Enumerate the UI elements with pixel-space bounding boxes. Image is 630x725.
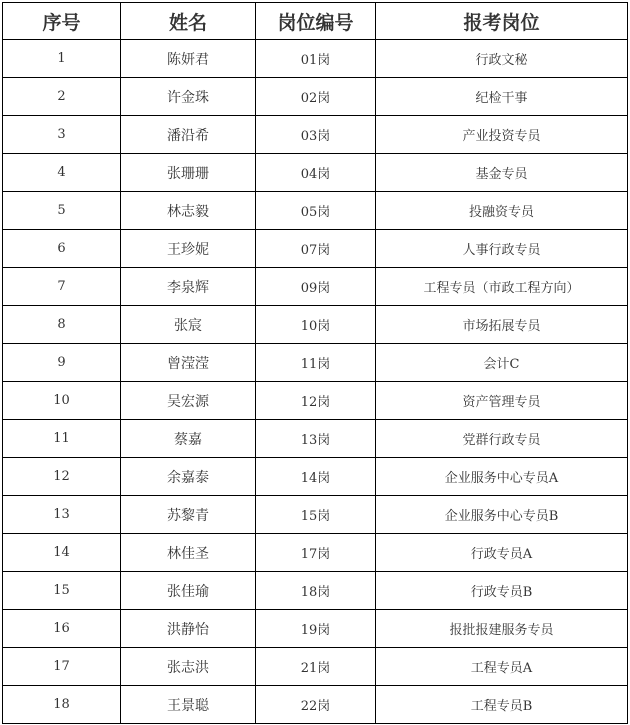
cell-post-code: 22岗 — [256, 686, 376, 724]
table-row — [3, 572, 628, 610]
cell-name: 林志毅 — [121, 192, 256, 230]
cell-post-code: 15岗 — [256, 496, 376, 534]
cell-seq: 8 — [3, 306, 121, 344]
cell-seq: 13 — [3, 496, 121, 534]
table-row — [3, 648, 628, 686]
cell-position: 人事行政专员 — [376, 230, 628, 268]
table-row — [3, 268, 628, 306]
table-row — [3, 344, 628, 382]
table-row — [3, 306, 628, 344]
cell-post-code: 10岗 — [256, 306, 376, 344]
cell-seq: 7 — [3, 268, 121, 306]
cell-seq: 2 — [3, 78, 121, 116]
cell-post-code: 05岗 — [256, 192, 376, 230]
table-row — [3, 382, 628, 420]
cell-position: 会计C — [376, 344, 628, 382]
cell-post-code: 02岗 — [256, 78, 376, 116]
header-name: 姓名 — [121, 3, 256, 40]
cell-position: 行政文秘 — [376, 40, 628, 78]
cell-seq: 9 — [3, 344, 121, 382]
table-row — [3, 116, 628, 154]
cell-post-code: 01岗 — [256, 40, 376, 78]
candidate-table — [2, 2, 628, 724]
table-row — [3, 686, 628, 724]
table-row — [3, 78, 628, 116]
cell-post-code: 21岗 — [256, 648, 376, 686]
cell-position: 党群行政专员 — [376, 420, 628, 458]
table-row — [3, 230, 628, 268]
cell-position: 企业服务中心专员A — [376, 458, 628, 496]
cell-position: 工程专员A — [376, 648, 628, 686]
cell-position: 基金专员 — [376, 154, 628, 192]
cell-seq: 10 — [3, 382, 121, 420]
cell-seq: 4 — [3, 154, 121, 192]
cell-name: 吴宏源 — [121, 382, 256, 420]
cell-post-code: 18岗 — [256, 572, 376, 610]
table-row — [3, 458, 628, 496]
cell-post-code: 13岗 — [256, 420, 376, 458]
table-row — [3, 192, 628, 230]
cell-name: 蔡嘉 — [121, 420, 256, 458]
cell-post-code: 07岗 — [256, 230, 376, 268]
header-seq: 序号 — [3, 3, 121, 40]
cell-position: 产业投资专员 — [376, 116, 628, 154]
cell-position: 投融资专员 — [376, 192, 628, 230]
cell-post-code: 04岗 — [256, 154, 376, 192]
cell-seq: 11 — [3, 420, 121, 458]
cell-seq: 16 — [3, 610, 121, 648]
table-row — [3, 420, 628, 458]
cell-name: 王景聪 — [121, 686, 256, 724]
cell-name: 张志洪 — [121, 648, 256, 686]
table-row — [3, 496, 628, 534]
cell-post-code: 19岗 — [256, 610, 376, 648]
cell-position: 报批报建服务专员 — [376, 610, 628, 648]
cell-seq: 15 — [3, 572, 121, 610]
cell-post-code: 09岗 — [256, 268, 376, 306]
cell-position: 纪检干事 — [376, 78, 628, 116]
table-row — [3, 154, 628, 192]
header-post-code: 岗位编号 — [256, 3, 376, 40]
cell-position: 行政专员A — [376, 534, 628, 572]
cell-seq: 3 — [3, 116, 121, 154]
cell-seq: 12 — [3, 458, 121, 496]
cell-name: 张珊珊 — [121, 154, 256, 192]
cell-name: 洪静怡 — [121, 610, 256, 648]
cell-seq: 14 — [3, 534, 121, 572]
header-row — [3, 3, 628, 40]
cell-seq: 17 — [3, 648, 121, 686]
cell-name: 林佳圣 — [121, 534, 256, 572]
cell-post-code: 12岗 — [256, 382, 376, 420]
cell-position: 企业服务中心专员B — [376, 496, 628, 534]
cell-post-code: 03岗 — [256, 116, 376, 154]
cell-position: 资产管理专员 — [376, 382, 628, 420]
cell-seq: 5 — [3, 192, 121, 230]
cell-name: 李泉辉 — [121, 268, 256, 306]
cell-name: 陈妍君 — [121, 40, 256, 78]
cell-name: 张佳瑜 — [121, 572, 256, 610]
cell-post-code: 11岗 — [256, 344, 376, 382]
cell-post-code: 17岗 — [256, 534, 376, 572]
cell-position: 工程专员B — [376, 686, 628, 724]
table-row — [3, 534, 628, 572]
cell-seq: 1 — [3, 40, 121, 78]
cell-position: 市场拓展专员 — [376, 306, 628, 344]
cell-name: 许金珠 — [121, 78, 256, 116]
cell-name: 王珍妮 — [121, 230, 256, 268]
cell-name: 余嘉泰 — [121, 458, 256, 496]
table-row — [3, 40, 628, 78]
table-body — [3, 40, 628, 724]
cell-post-code: 14岗 — [256, 458, 376, 496]
cell-name: 苏黎青 — [121, 496, 256, 534]
cell-position: 行政专员B — [376, 572, 628, 610]
table-header — [3, 3, 628, 40]
header-position: 报考岗位 — [376, 3, 628, 40]
cell-name: 张宸 — [121, 306, 256, 344]
cell-name: 曾滢滢 — [121, 344, 256, 382]
cell-seq: 18 — [3, 686, 121, 724]
cell-name: 潘沿希 — [121, 116, 256, 154]
cell-seq: 6 — [3, 230, 121, 268]
cell-position: 工程专员（市政工程方向） — [376, 268, 628, 306]
table-row — [3, 610, 628, 648]
